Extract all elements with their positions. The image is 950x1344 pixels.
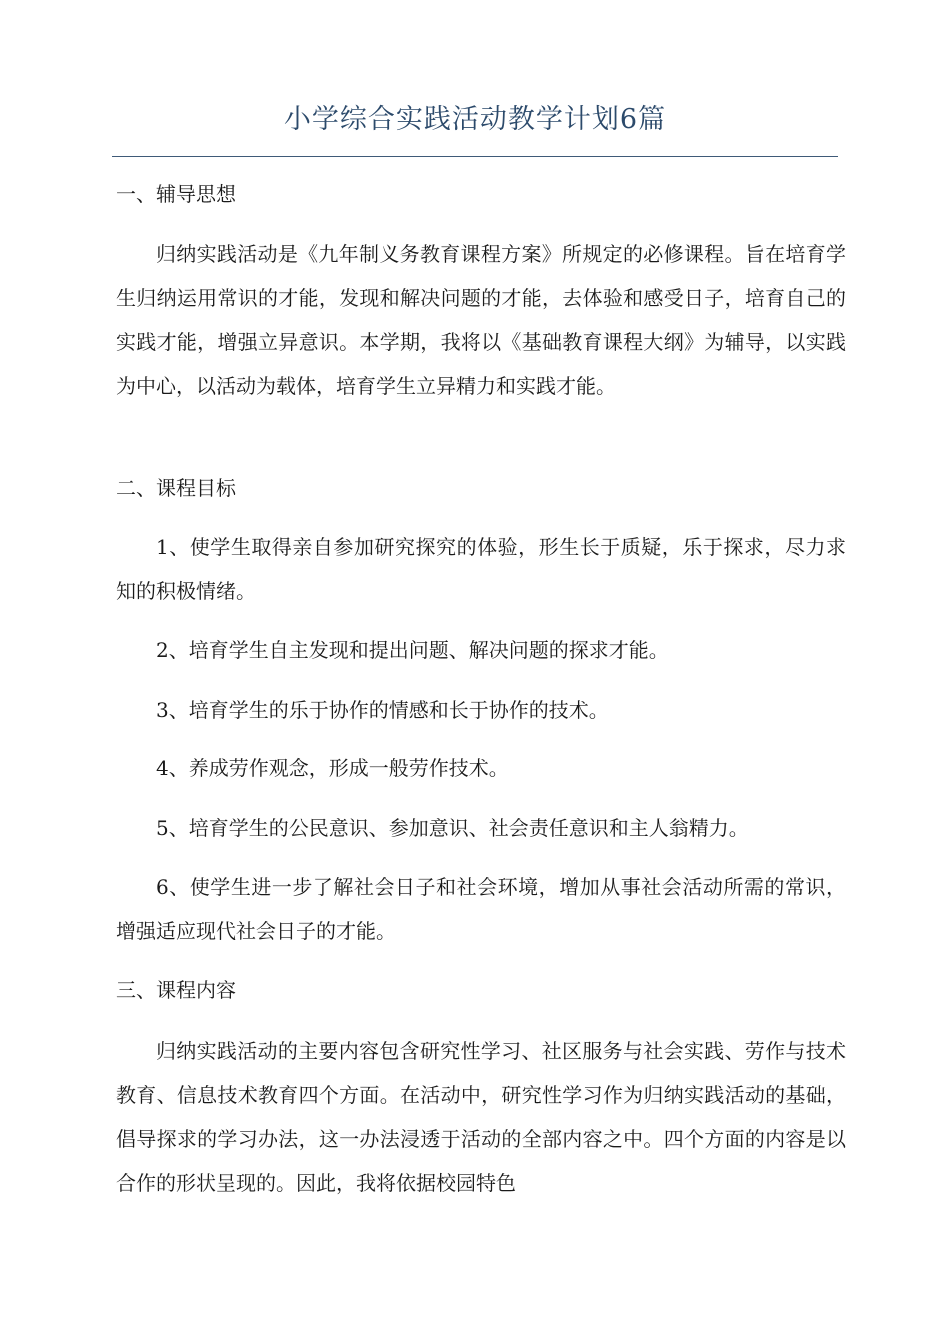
section-heading-course-content: 三、课程内容 [116, 978, 236, 1002]
title-divider [112, 156, 838, 157]
goal-item-1: 1、使学生取得亲自参加研究探究的体验，形生长于质疑，乐于探求，尽力求知的积极情绪。 [116, 535, 846, 603]
goal-item-2: 2、培育学生自主发现和提出问题、解决问题的探求才能。 [156, 638, 669, 662]
goal-item-5: 5、培育学生的公民意识、参加意识、社会责任意识和主人翁精力。 [156, 816, 749, 840]
document-title: 小学综合实践活动教学计划6篇 [283, 104, 667, 135]
section-1-paragraph: 归纳实践活动是《九年制义务教育课程方案》所规定的必修课程。旨在培育学生归纳运用常识的才能，发现和解决问题的才能，去体验和感受日子，培育自己的实践才能，增强立异意识。本学期，我将以《基础教育课程大纲》为辅导，以实践为中心，以活动为载体，培育学生立异精力和实践才能。 [116, 242, 846, 398]
section-heading-course-goals: 二、课程目标 [116, 476, 236, 500]
goal-item-6: 6、使学生进一步了解社会日子和社会环境，增加从事社会活动所需的常识，增强适应现代社会日子的才能。 [116, 875, 846, 943]
goal-item-4: 4、养成劳作观念，形成一般劳作技术。 [156, 756, 509, 780]
section-heading-guiding-thought: 一、辅导思想 [116, 182, 236, 206]
goal-item-3: 3、培育学生的乐于协作的情感和长于协作的技术。 [156, 698, 609, 722]
section-3-paragraph: 归纳实践活动的主要内容包含研究性学习、社区服务与社会实践、劳作与技术教育、信息技术教育四个方面。在活动中，研究性学习作为归纳实践活动的基础，倡导探求的学习办法，这一办法浸透于活动的全部内容之中。四个方面的内容是以合作的形状呈现的。因此，我将依据校园特色 [116, 1039, 846, 1195]
